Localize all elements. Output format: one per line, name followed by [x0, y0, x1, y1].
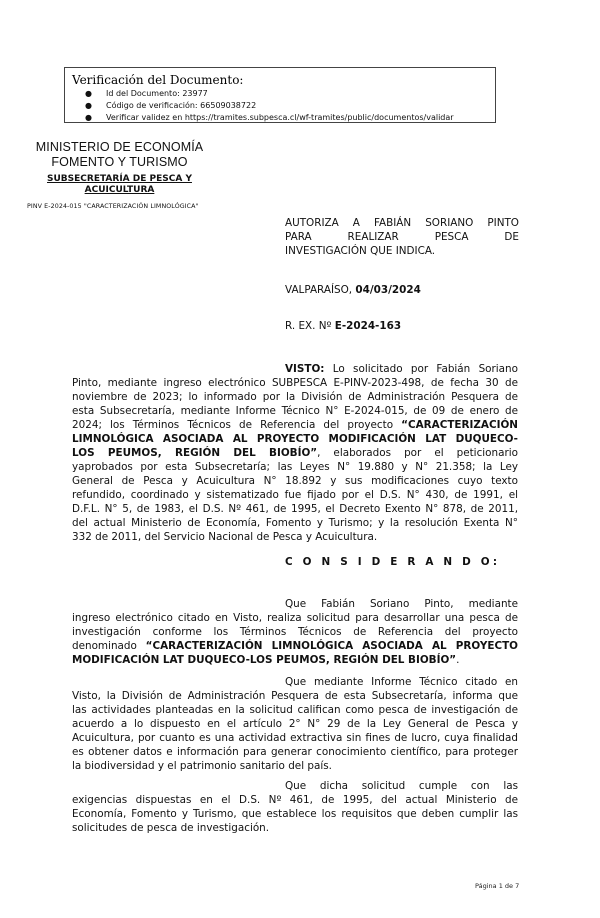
subsecretaria-line2: ACUICULTURA [84, 185, 155, 195]
paragraph-line: VISTO: Lo solicitado por Fabián Soriano [285, 363, 518, 375]
ministry-line2: FOMENTO Y TURISMO [51, 155, 188, 169]
paragraph-line: 2024; los Términos Técnicos de Referencia del proyecto “CARACTERIZACIÓN [72, 419, 518, 431]
paragraph-line: es obtener datos e información para generar conocimiento científico, para proteger [72, 746, 518, 758]
paragraph-line: LOS PEUMOS, REGIÓN DEL BIOBÍO”, elaborados por el peticionario [72, 447, 518, 459]
ministry-line1: MINISTERIO DE ECONOMÍA [35, 140, 204, 154]
project-reference: PINV E-2024-015 "CARACTERIZACIÓN LIMNOLÓGICA" [27, 203, 199, 210]
date-label: VALPARAÍSO, [285, 284, 356, 296]
verification-code: Código de verificación: 66509038722 [106, 101, 257, 110]
paragraph-line: denominado “CARACTERIZACIÓN LIMNOLÓGICA ASOCIADA AL PROYECTO [72, 640, 518, 652]
paragraph-line: del actual Ministerio de Economía, Fomento y Turismo; y la resolución Exenta N° [72, 517, 518, 529]
ministry-heading [22, 140, 217, 170]
subject-line: AUTORIZA A FABIÁN SORIANO PINTO [285, 217, 519, 229]
paragraph-line: acuerdo a lo dispuesto en el artículo 2° N° 29 de la Ley General de Pesca y [72, 718, 518, 730]
bullet-icon: ● [85, 89, 92, 98]
paragraph-line: 332 de 2011, del Servicio Nacional de Pesca y Acuicultura. [72, 531, 378, 543]
date-value: 04/03/2024 [355, 284, 421, 296]
paragraph-line: MODIFICACIÓN LAT DUQUECO-LOS PEUMOS, REGIÓN DEL BIOBÍO”. [72, 654, 460, 666]
paragraph-line: LIMNOLÓGICA ASOCIADA AL PROYECTO MODIFICACIÓN LAT DUQUECO- [72, 433, 518, 445]
paragraph-line: esta Subsecretaría, mediante Informe Técnico N° E-2024-015, de 09 de enero de [72, 405, 518, 417]
paragraph-line: Economía, Fomento y Turismo, que establece los requisitos que deben cumplir las [72, 808, 518, 820]
considerando-paragraph-1 [72, 597, 518, 667]
page-number: Página 1 de 7 [475, 882, 520, 890]
subject-line: INVESTIGACIÓN QUE INDICA. [285, 245, 436, 257]
paragraph-line: General de Pesca y Acuicultura N° 18.892 y sus modificaciones cuyo texto [72, 475, 518, 487]
bullet-icon: ● [85, 101, 92, 110]
paragraph-line: exigencias dispuestas en el D.S. Nº 461, de 1995, del actual Ministerio de [72, 794, 518, 806]
paragraph-line: noviembre de 2023; lo informado por la División de Administración Pesquera de [72, 391, 518, 403]
paragraph-line: Que Fabián Soriano Pinto, mediante [285, 598, 518, 610]
verification-title: Verificación del Documento: [72, 73, 244, 87]
subject-line: PARA REALIZAR PESCA DE [285, 231, 519, 243]
resolution-label: R. EX. Nº [285, 320, 335, 332]
paragraph-line: yaprobados por esta Subsecretaría; las Leyes N° 19.880 y N° 21.358; la Ley [72, 461, 518, 473]
paragraph-line: Pinto, mediante ingreso electrónico SUBPESCA E-PINV-2023-498, de fecha 30 de [72, 377, 518, 389]
paragraph-line: Acuicultura, por cuanto es una actividad extractiva sin fines de lucro, cuya finalidad [72, 732, 518, 744]
document-id: Id del Documento: 23977 [106, 89, 208, 98]
paragraph-line: solicitudes de pesca de investigación. [72, 822, 270, 834]
verification-link[interactable]: Verificar validez en https://tramites.subpesca.cl/wf-tramites/public/documentos/validar [106, 113, 454, 122]
resolution-number [285, 319, 401, 333]
considerando-paragraph-3 [72, 779, 518, 835]
resolution-subject [285, 216, 519, 258]
date-line [285, 283, 421, 297]
considerando-heading: C O N S I D E R A N D O: [285, 556, 501, 568]
subsecretaria-heading [22, 174, 217, 196]
visto-paragraph [72, 362, 518, 544]
paragraph-line: Que dicha solicitud cumple con las [285, 780, 518, 792]
paragraph-line: refundido, coordinado y sistematizado fue fijado por el D.S. N° 430, de 1991, el [72, 489, 518, 501]
paragraph-line: investigación conforme los Términos Técnicos de Referencia del proyecto [72, 626, 518, 638]
considerando-paragraph-2 [72, 675, 518, 773]
paragraph-line: las actividades planteadas en la solicitud califican como pesca de investigación de [72, 704, 518, 716]
paragraph-line: Que mediante Informe Técnico citado en [285, 676, 518, 688]
bullet-icon: ● [85, 113, 92, 122]
resolution-value: E-2024-163 [334, 320, 402, 332]
paragraph-line: la biodiversidad y el patrimonio sanitario del país. [72, 760, 332, 772]
paragraph-line: Visto, la División de Administración Pesquera de esta Subsecretaría, informa que [72, 690, 518, 702]
paragraph-line: D.F.L. N° 5, de 1983, el D.S. Nº 461, de 1995, el Decreto Exento N° 878, de 2011, [72, 503, 518, 515]
paragraph-line: ingreso electrónico citado en Visto, realiza solicitud para desarrollar una pesca de [72, 612, 518, 624]
subsecretaria-line1: SUBSECRETARÍA DE PESCA Y [47, 174, 192, 184]
verification-box [64, 67, 496, 123]
